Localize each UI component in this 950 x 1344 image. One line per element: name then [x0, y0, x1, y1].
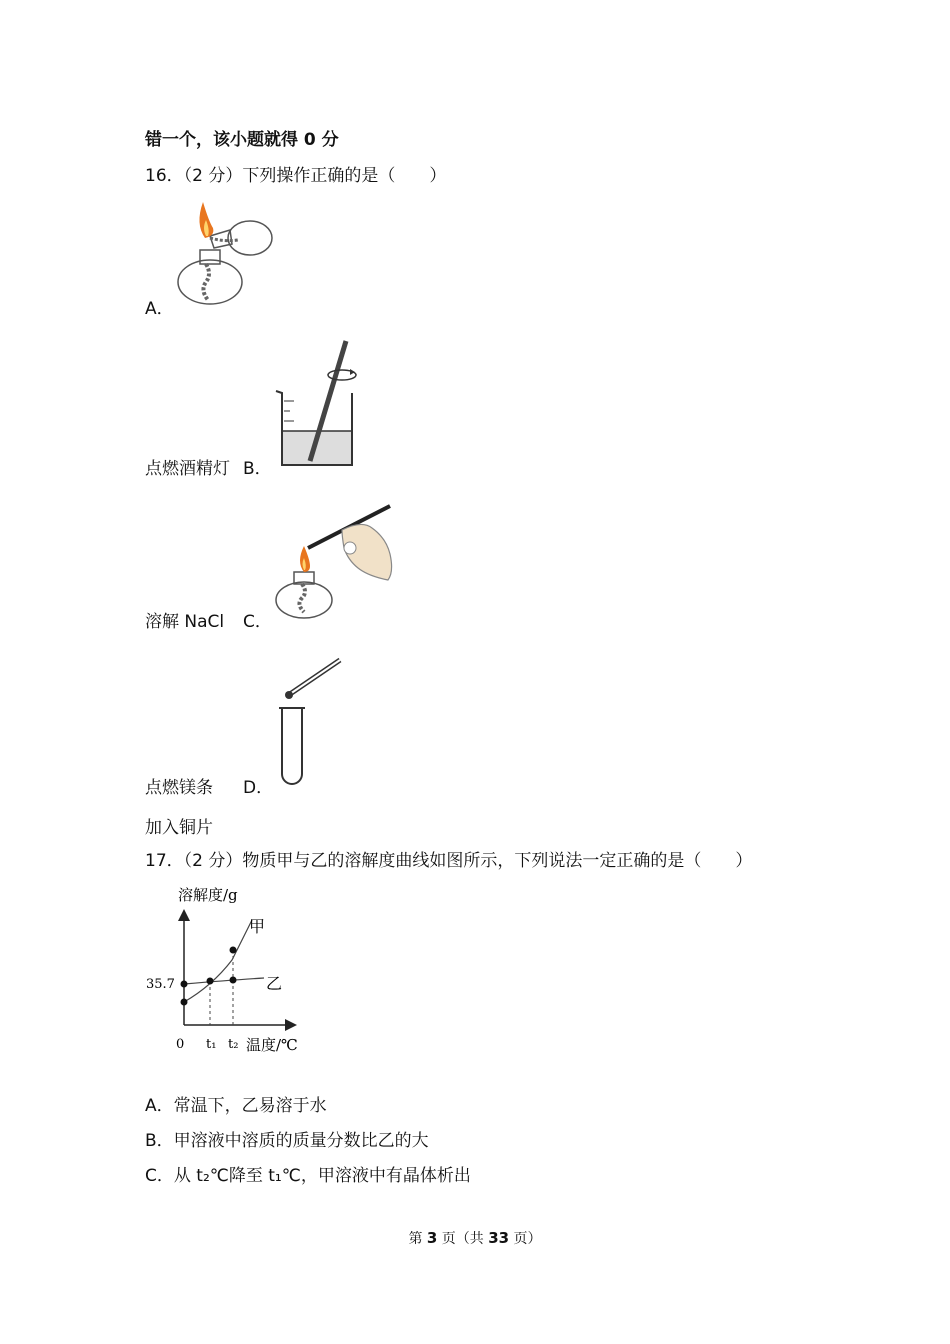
x-tick-t2: t₂: [228, 1037, 239, 1052]
q16-stem: 16．（2 分）下列操作正确的是（ ）: [145, 166, 447, 186]
q16-option-a-caption: 点燃酒精灯: [145, 459, 230, 479]
burning-magnesium-tongs-illustration: [272, 500, 397, 625]
point-yi-0: [181, 981, 188, 988]
footer-page-number: 3: [426, 1229, 438, 1247]
q16-option-d-label: D．: [243, 778, 274, 798]
q16-option-c-caption: 点燃镁条: [145, 778, 213, 798]
point-intersection-t1: [207, 978, 214, 985]
x-tick-t1: t₁: [206, 1037, 217, 1052]
q16-option-c-label: C．: [243, 612, 272, 632]
series-jia-label: 甲: [249, 917, 266, 936]
y-axis-label: 溶解度/g: [178, 886, 238, 904]
header-note: 错一个，该小题就得 0 分: [145, 130, 339, 150]
q17-option-a: A．常温下，乙易溶于水: [145, 1096, 327, 1116]
point-yi-t2: [230, 977, 237, 984]
point-jia-t2: [230, 947, 237, 954]
q16-option-b-caption: 溶解 NaCl: [145, 612, 225, 632]
x-tick-0: 0: [176, 1037, 185, 1052]
alcohol-lamp-lit-from-lamp-illustration: [170, 198, 275, 310]
solubility-chart: [142, 880, 312, 1060]
footer-middle: 页（共: [437, 1231, 489, 1247]
beaker-stirring-illustration: [272, 335, 357, 470]
x-axis-label: 温度/℃: [246, 1036, 298, 1054]
series-yi-line: [184, 978, 264, 984]
q17-option-b: B．甲溶液中溶质的质量分数比乙的大: [145, 1131, 429, 1151]
q16-option-b-label: B．: [243, 459, 272, 479]
series-jia-line: [184, 920, 252, 1002]
page-footer: [0, 1228, 950, 1248]
y-tick-35-7: 35.7: [146, 977, 175, 992]
test-tube-copper-illustration: [276, 654, 346, 789]
footer-suffix: 页）: [509, 1231, 542, 1247]
q16-option-a-label: A．: [145, 299, 174, 319]
footer-total-pages: 33: [488, 1229, 510, 1247]
q17-stem: 17．（2 分）物质甲与乙的溶解度曲线如图所示，下列说法一定正确的是（ ）: [145, 851, 753, 871]
point-jia-0: [181, 999, 188, 1006]
footer-prefix: 第: [408, 1231, 427, 1247]
series-yi-label: 乙: [266, 974, 283, 993]
q16-option-d-caption: 加入铜片: [145, 818, 213, 838]
q17-option-c: C．从 t₂℃降至 t₁℃，甲溶液中有晶体析出: [145, 1166, 471, 1186]
